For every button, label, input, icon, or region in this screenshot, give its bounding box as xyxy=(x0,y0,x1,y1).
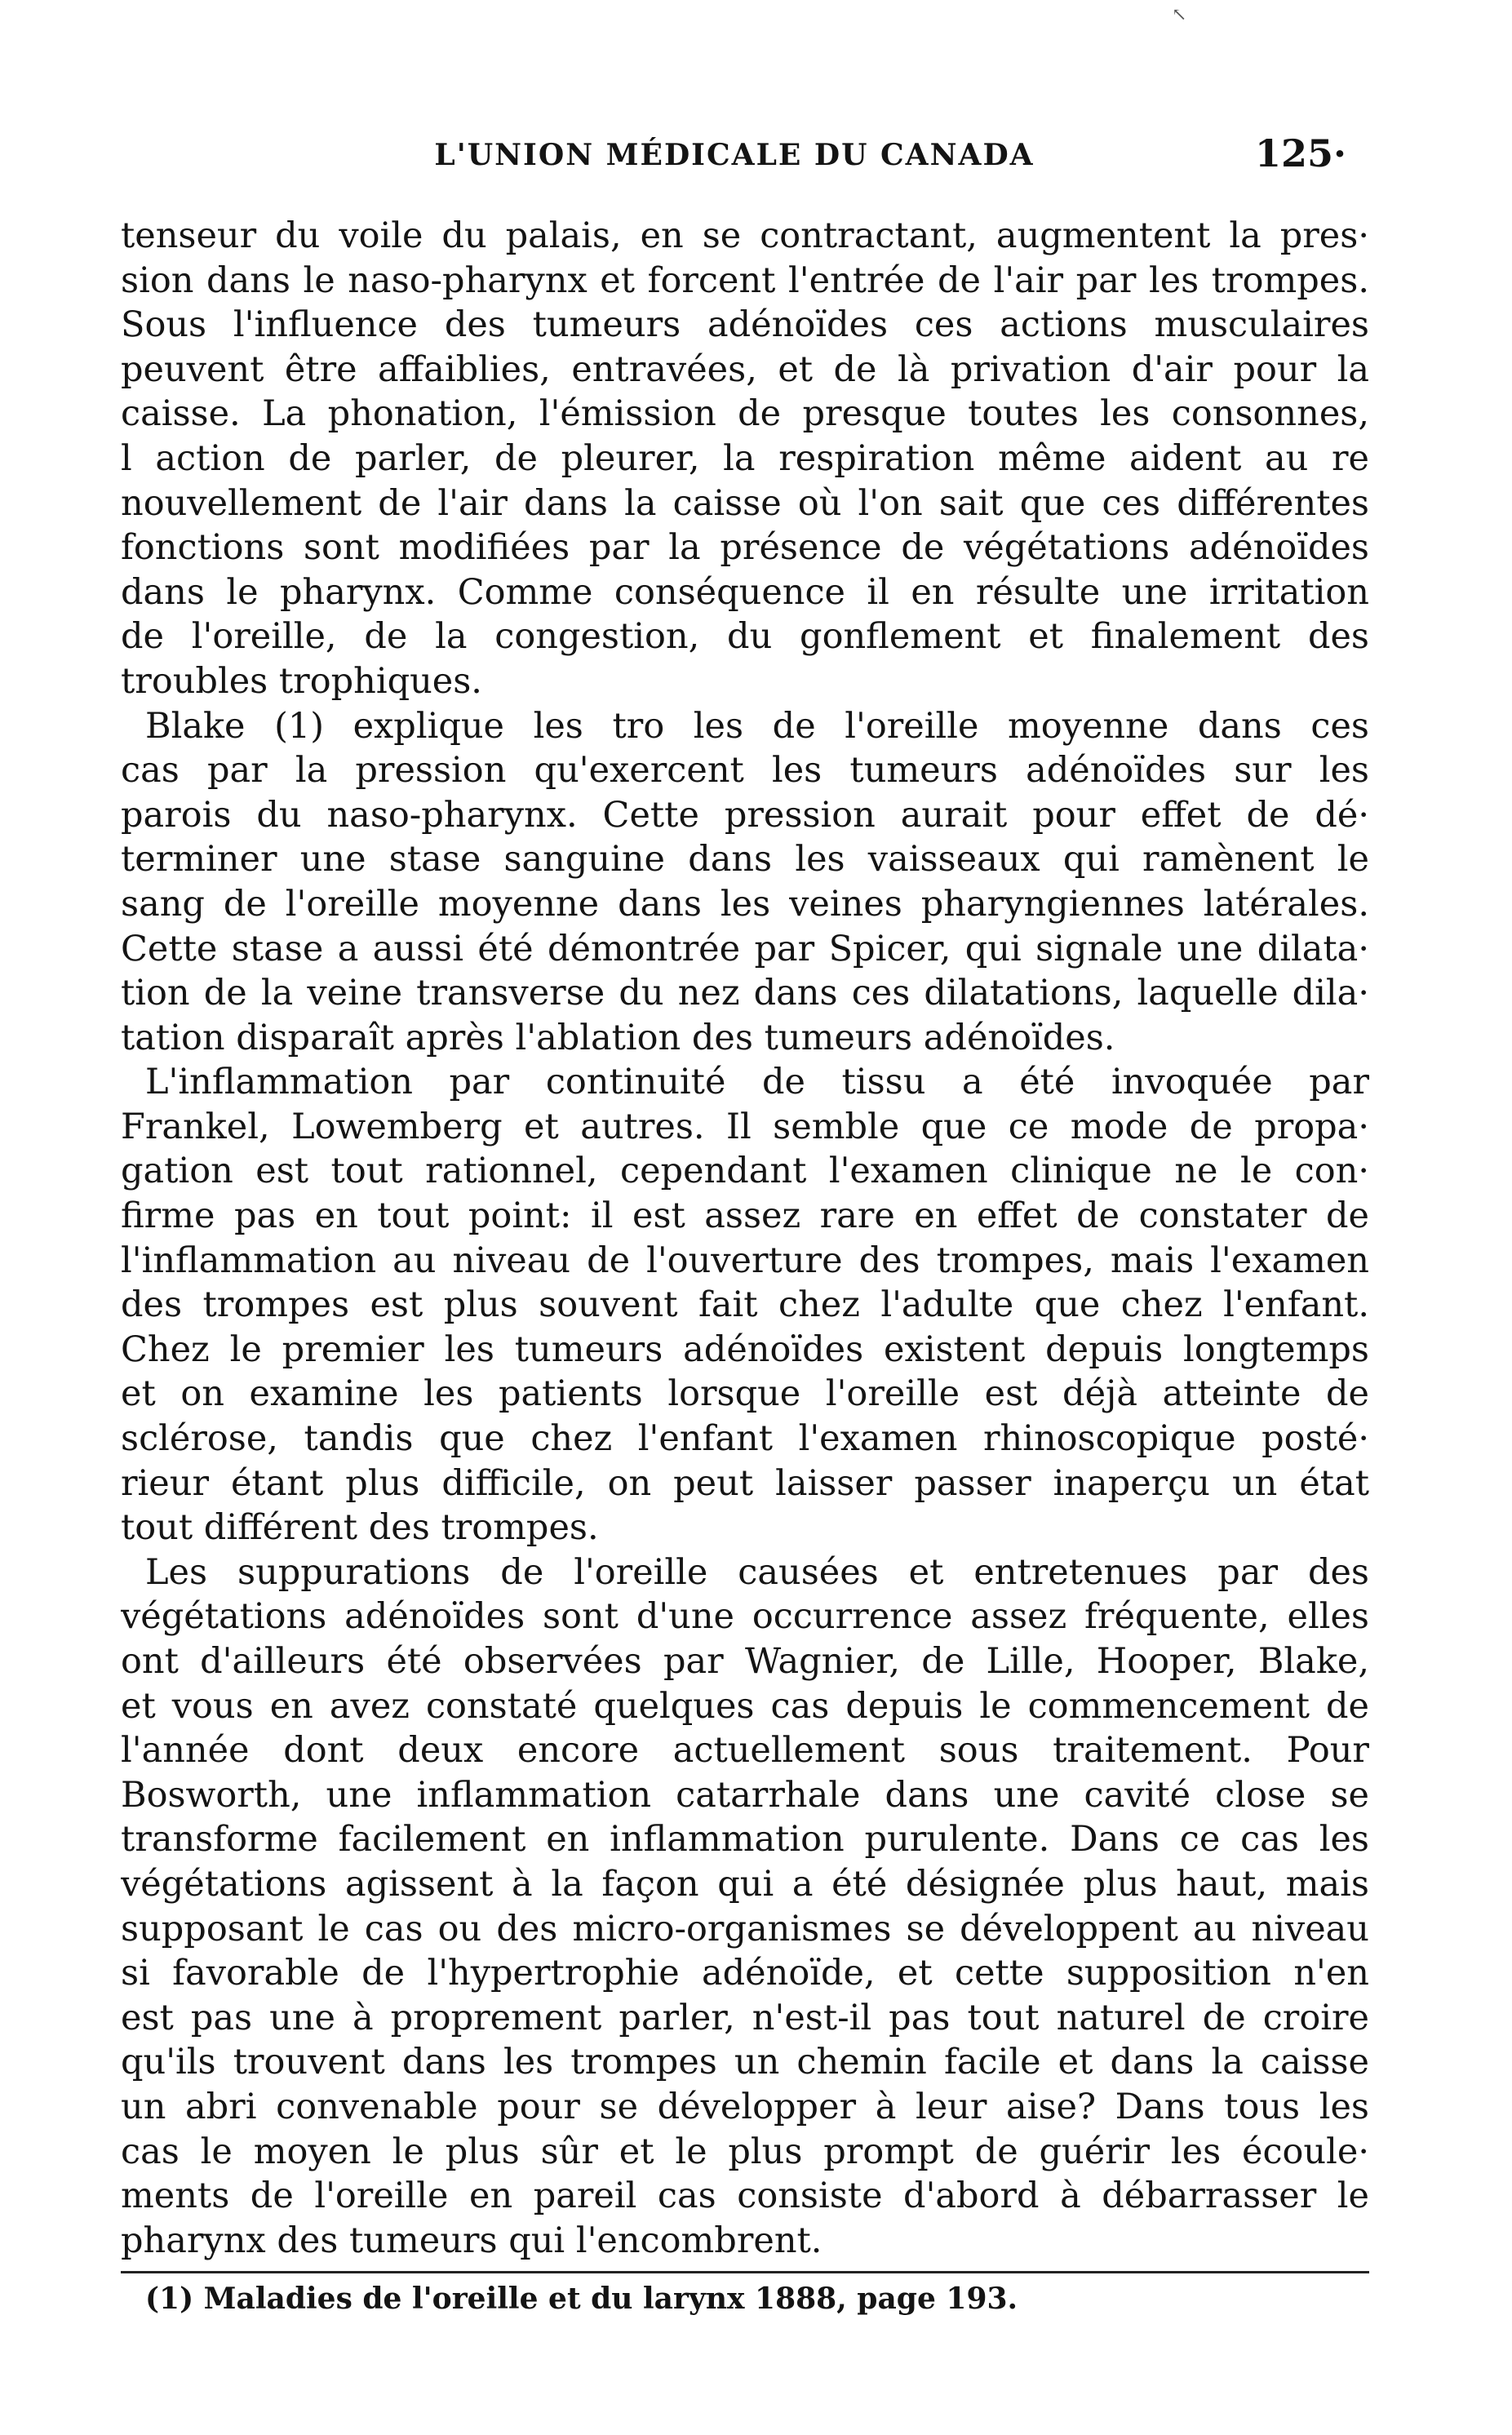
text-line: sion dans le naso-pharynx et forcent l'entrée de l'air par les trompes. xyxy=(121,259,1369,301)
text-line: végétations agissent à la façon qui a été désignée plus haut, mais xyxy=(121,1863,1369,1905)
text-line: Sous l'influence des tumeurs adénoïdes ces actions musculaires xyxy=(121,304,1369,346)
text-line: Frankel, Lowemberg et autres. Il semble que ce mode de propa· xyxy=(121,1106,1369,1147)
text-line: Bosworth, une inflammation catarrhale dans une cavité close se xyxy=(121,1774,1369,1816)
text-line: sang de l'oreille moyenne dans les veines pharyngiennes latérales. xyxy=(121,883,1369,925)
text-line: fonctions sont modifiées par la présence de végétations adénoïdes xyxy=(121,527,1369,569)
text-line: l'inflammation au niveau de l'ouverture des trompes, mais l'examen xyxy=(121,1240,1369,1281)
text-line: des trompes est plus souvent fait chez l'adulte que chez l'enfant. xyxy=(121,1284,1369,1326)
text-line: un abri convenable pour se développer à leur aise? Dans tous les xyxy=(121,2086,1369,2127)
footnote-rule xyxy=(121,2271,1369,2273)
text-line: est pas une à proprement parler, n'est-il pas tout naturel de croire xyxy=(121,1997,1369,2038)
text-line: cas par la pression qu'exercent les tumeurs adénoïdes sur les xyxy=(121,750,1369,792)
text-line: parois du naso-pharynx. Cette pression aurait pour effet de dé· xyxy=(121,794,1369,836)
text-line: ments de l'oreille en pareil cas consiste d'abord à débarrasser le xyxy=(121,2176,1369,2217)
footnote: (1) Maladies de l'oreille et du larynx 1888, page 193. xyxy=(145,2282,1018,2316)
text-line: et vous en avez constaté quelques cas depuis le commencement de xyxy=(121,1685,1369,1727)
text-line: Cette stase a aussi été démontrée par Spicer, qui signale une dilata· xyxy=(121,928,1369,969)
text-line: firme pas en tout point: il est assez rare en effet de constater de xyxy=(121,1195,1369,1237)
text-line: Les suppurations de l'oreille causées et entretenues par des xyxy=(145,1551,1369,1593)
running-title: L'UNION MÉDICALE DU CANADA xyxy=(434,138,1035,172)
text-line: qu'ils trouvent dans les trompes un chemin facile et dans la caisse xyxy=(121,2042,1369,2083)
text-line: peuvent être affaiblies, entravées, et de là privation d'air pour la xyxy=(121,348,1369,390)
text-line: végétations adénoïdes sont d'une occurrence assez fréquente, elles xyxy=(121,1596,1369,1638)
text-line: caisse. La phonation, l'émission de presque toutes les consonnes, xyxy=(121,393,1369,435)
text-line: l'année dont deux encore actuellement sous traitement. Pour xyxy=(121,1730,1369,1772)
text-line: pharynx des tumeurs qui l'encombrent. xyxy=(121,2220,823,2261)
text-line: si favorable de l'hypertrophie adénoïde, et cette supposition n'en xyxy=(121,1953,1369,1994)
text-line: supposant le cas ou des micro-organismes se développent au niveau xyxy=(121,1908,1369,1949)
text-line: tion de la veine transverse du nez dans ces dilatations, laquelle dila· xyxy=(121,973,1369,1014)
text-line: terminer une stase sanguine dans les vaisseaux qui ramènent le xyxy=(121,839,1369,880)
text-line: troubles trophiques. xyxy=(121,660,482,702)
text-line: cas le moyen le plus sûr et le plus prompt de guérir les écoule· xyxy=(121,2131,1369,2172)
text-line: tenseur du voile du palais, en se contractant, augmentent la pres· xyxy=(121,215,1369,256)
text-line: de l'oreille, de la congestion, du gonflement et finalement des xyxy=(121,616,1369,658)
text-line: nouvellement de l'air dans la caisse où l'on sait que ces différentes xyxy=(121,482,1369,524)
text-line: dans le pharynx. Comme conséquence il en résulte une irritation xyxy=(121,571,1369,613)
text-line: tout différent des trompes. xyxy=(121,1507,599,1549)
page-number: 125· xyxy=(1254,131,1346,175)
corner-mark: ↖ xyxy=(1172,5,1187,25)
text-line: tation disparaît après l'ablation des tumeurs adénoïdes. xyxy=(121,1017,1115,1058)
text-line: ont d'ailleurs été observées par Wagnier, de Lille, Hooper, Blake, xyxy=(121,1641,1369,1682)
text-line: Chez le premier les tumeurs adénoïdes existent depuis longtemps xyxy=(121,1328,1369,1370)
text-line: gation est tout rationnel, cependant l'examen clinique ne le con· xyxy=(121,1151,1369,1192)
text-line: L'inflammation par continuité de tissu a été invoquée par xyxy=(145,1062,1369,1103)
text-line: rieur étant plus difficile, on peut laisser passer inaperçu un état xyxy=(121,1462,1369,1504)
text-line: et on examine les patients lorsque l'oreille est déjà atteinte de xyxy=(121,1373,1369,1415)
page-header xyxy=(122,131,1346,180)
text-line: transforme facilement en inflammation purulente. Dans ce cas les xyxy=(121,1819,1369,1861)
text-line: l action de parler, de pleurer, la respiration même aident au re xyxy=(121,437,1369,479)
text-line: Blake (1) explique les tro les de l'oreille moyenne dans ces xyxy=(145,705,1369,747)
body-text xyxy=(121,214,1369,2263)
text-line: sclérose, tandis que chez l'enfant l'examen rhinoscopique posté· xyxy=(121,1418,1369,1460)
